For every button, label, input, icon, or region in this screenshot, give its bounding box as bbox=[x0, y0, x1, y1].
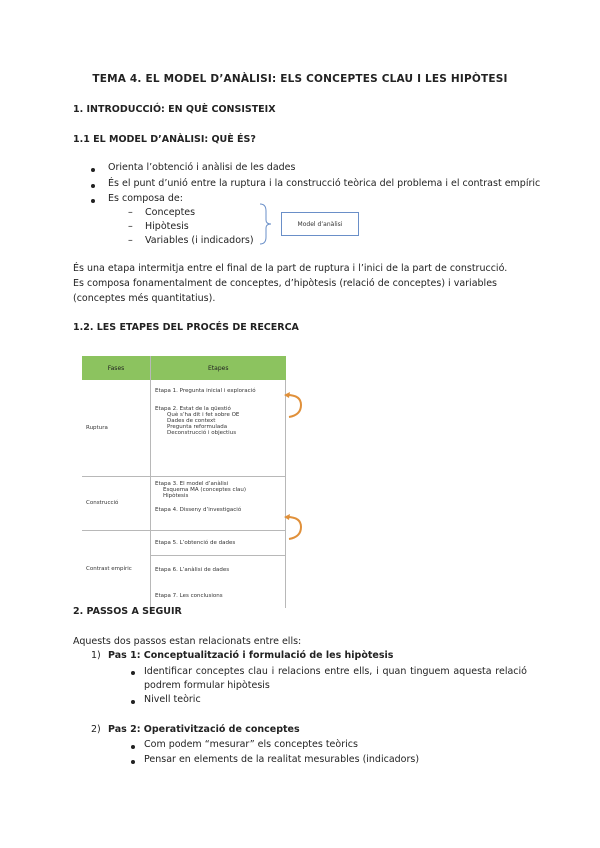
bullet-icon bbox=[131, 700, 135, 704]
table-cell-fase: Construcció bbox=[82, 476, 151, 530]
list-item: Identificar conceptes clau i relacions entre ells, i quan tinguem aquesta relació podrem formular hipòtesis bbox=[144, 666, 527, 691]
bullet-icon bbox=[131, 760, 135, 764]
step: Esquema MA (conceptes clau) bbox=[163, 486, 247, 493]
list-item: És el punt d’unió entre la ruptura i la construcció teòrica del problema i el contrast empíric bbox=[108, 178, 541, 189]
paragraph: Aquests dos passos estan relacionats entre ells: bbox=[73, 636, 302, 647]
table-header: Etapes bbox=[151, 356, 286, 380]
step: Etapa 5. L’obtenció de dades bbox=[151, 531, 285, 556]
sub-item: Conceptes bbox=[145, 207, 196, 218]
bullet-icon bbox=[91, 199, 95, 203]
section-1-heading: 1. INTRODUCCIÓ: EN QUÈ CONSISTEIX bbox=[73, 104, 276, 115]
step: Etapa 1. Pregunta inicial i exploració bbox=[155, 388, 256, 394]
list-item: Es composa de: bbox=[108, 193, 183, 204]
step: Etapa 6. L’anàlisi de dades bbox=[155, 566, 230, 573]
loop-arrow-icon bbox=[283, 392, 305, 420]
step: Deconstrucció i objectius bbox=[167, 430, 237, 436]
dash-icon: – bbox=[128, 235, 133, 246]
paragraph: Es composa fonamentalment de conceptes, d’hipòtesis (relació de conceptes) i variables (conceptes més quantitatius). bbox=[73, 278, 497, 304]
step: Etapa 7. Les conclusions bbox=[155, 592, 223, 599]
step-heading: Pas 1: Conceptualització i formulació de les hipòtesis bbox=[108, 650, 394, 661]
step: Dades de context bbox=[167, 418, 216, 424]
loop-arrow-icon bbox=[283, 514, 305, 542]
section-1-1-heading: 1.1 EL MODEL D’ANÀLISI: QUÈ ÉS? bbox=[73, 134, 256, 145]
page-title: TEMA 4. EL MODEL D’ANÀLISI: ELS CONCEPTES CLAU I LES HIPÒTESI bbox=[92, 73, 508, 85]
table-cell-steps bbox=[151, 530, 286, 608]
sub-item: Hipòtesis bbox=[145, 221, 189, 232]
list-item: Nivell teòric bbox=[144, 694, 201, 705]
table-cell-fase: Ruptura bbox=[82, 380, 151, 476]
brace-icon bbox=[258, 203, 272, 245]
section-1-2-heading: 1.2. LES ETAPES DEL PROCÉS DE RECERCA bbox=[73, 322, 299, 333]
sub-item: Variables (i indicadors) bbox=[145, 235, 254, 246]
list-item: Orienta l’obtenció i anàlisi de les dades bbox=[108, 162, 296, 173]
list-item: Pensar en elements de la realitat mesurables (indicadors) bbox=[144, 754, 420, 765]
model-box: Model d’anàlisi bbox=[281, 212, 359, 236]
table-cell-steps bbox=[151, 380, 286, 476]
step-number: 1) bbox=[91, 650, 101, 661]
list-item: Com podem “mesurar” els conceptes teòrics bbox=[144, 739, 358, 750]
step: Etapa 3. El model d’anàlisi bbox=[155, 480, 229, 487]
bullet-icon bbox=[131, 671, 135, 675]
step-heading: Pas 2: Operativització de conceptes bbox=[108, 724, 300, 735]
step: Etapa 2. Estat de la qüestió bbox=[155, 406, 231, 412]
table-cell-fase: Contrast empíric bbox=[82, 530, 151, 608]
table-cell-steps bbox=[151, 476, 286, 530]
step: Hipòtesis bbox=[163, 492, 189, 499]
dash-icon: – bbox=[128, 207, 133, 218]
stages-table bbox=[82, 356, 286, 608]
paragraph: És una etapa intermitja entre el final de la part de ruptura i l’inici de la part de construcció. bbox=[73, 263, 508, 274]
dash-icon: – bbox=[128, 221, 133, 232]
step: Què s’ha dit i fet sobre OE bbox=[167, 412, 240, 418]
section-2-heading: 2. PASSOS A SEGUIR bbox=[73, 606, 182, 617]
bullet-icon bbox=[91, 168, 95, 172]
table-header: Fases bbox=[82, 356, 151, 380]
step: Etapa 4. Disseny d’investigació bbox=[155, 506, 242, 513]
step: Pregunta reformulada bbox=[167, 424, 228, 430]
step-number: 2) bbox=[91, 724, 101, 735]
bullet-icon bbox=[91, 184, 95, 188]
bullet-icon bbox=[131, 745, 135, 749]
